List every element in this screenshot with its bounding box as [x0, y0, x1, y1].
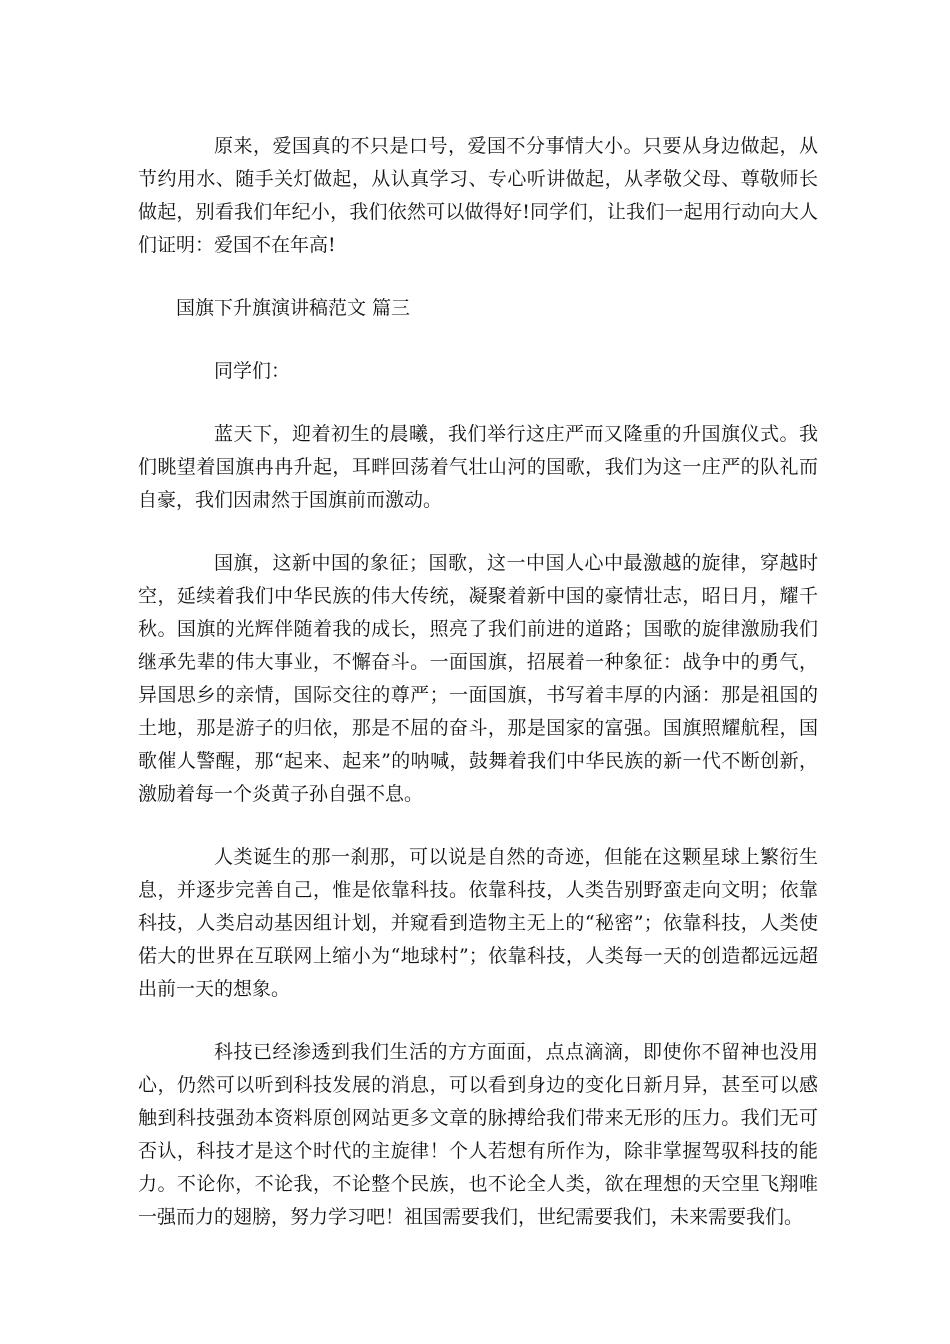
- paragraph-science-technology: 人类诞生的那一刹那，可以说是自然的奇迹，但能在这颗星球上繁衍生息，并逐步完善自己，惟是依靠科技。依靠科技，人类告别野蛮走向文明；依靠科技，人类启动基因组计划，并窥看到造物主无上的“秘密”；依靠科技，人类使偌大的世界在互联网上缩小为“地球村”；依靠科技，人类每一天的创造都远远超出前一天的想象。: [138, 846, 818, 1000]
- section-heading: 国旗下升旗演讲稿范文 篇三: [176, 297, 411, 319]
- paragraph-flag-anthem: 国旗，这新中国的象征；国歌，这一中国人心中最激越的旋律，穿越时空，延续着我们中华民族的伟大传统，凝聚着新中国的豪情壮志，昭日月，耀千秋。国旗的光辉伴随着我的成长，照亮了我们前进的道路；国歌的旋律激励我们继承先辈的伟大事业，不懈奋斗。一面国旗，招展着一种象征：战争中的勇气，异国思乡的亲情，国际交往的尊严；一面国旗，书写着丰厚的内涵：那是祖国的土地，那是游子的归依，那是不屈的奋斗，那是国家的富强。国旗照耀航程，国歌催人警醒，那“起来、起来”的呐喊，鼓舞着我们中华民族的新一代不断创新，激励着每一个炎黄子孙自强不息。: [138, 552, 818, 805]
- paragraph-patriotism-conclusion: 原来，爱国真的不只是口号，爱国不分事情大小。只要从身边做起，从节约用水、随手关灯做起，从认真学习、专心听讲做起，从孝敬父母、尊敬师长做起，别看我们年纪小，我们依然可以做得好!同学们，让我们一起用行动向大人们证明：爱国不在年高!: [138, 135, 818, 256]
- document-body: [138, 130, 818, 1264]
- paragraph-technology-era: 科技已经渗透到我们生活的方方面面，点点滴滴，即使你不留神也没用心，仍然可以听到科技发展的消息，可以看到身边的变化日新月异，甚至可以感触到科技强劲本资料原创网站更多文章的脉搏给我们带来无形的压力。我们无可否认，科技才是这个时代的主旋律！个人若想有所作为，除非掌握驾驭科技的能力。不论你，不论我，不论整个民族，也不论全人类，欲在理想的天空里飞翔唯一强而力的翅膀，努力学习吧！祖国需要我们，世纪需要我们，未来需要我们。: [138, 1041, 818, 1228]
- paragraph-flag-ceremony: 蓝天下，迎着初生的晨曦，我们举行这庄严而又隆重的升国旗仪式。我们眺望着国旗冉冉升起，耳畔回荡着气壮山河的国歌，我们为这一庄严的队礼而自豪，我们因肃然于国旗前而激动。: [138, 423, 818, 511]
- greeting-line: 同学们：: [214, 360, 291, 382]
